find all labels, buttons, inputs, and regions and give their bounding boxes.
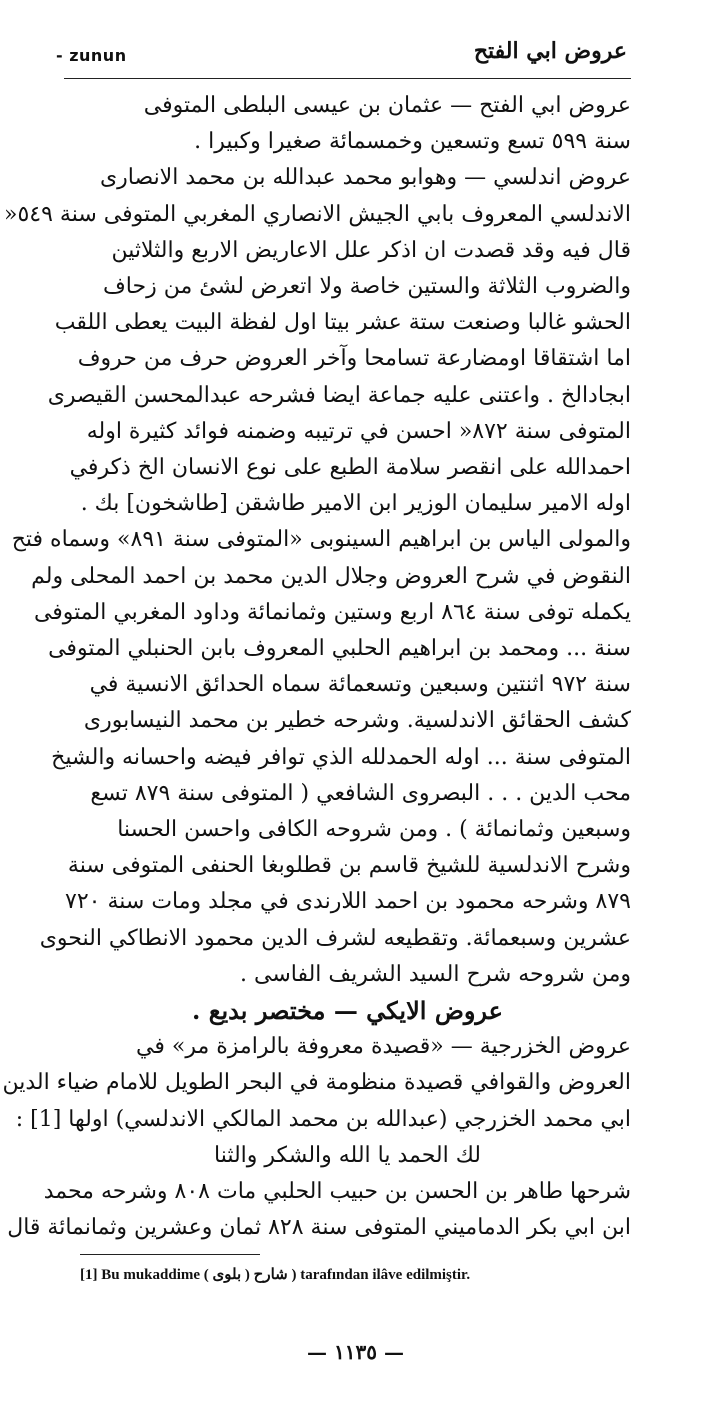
text-line: وشرح الاندلسية للشيخ قاسم بن قطلوبغا الحنفى المتوفى سنة bbox=[67, 853, 631, 879]
text-line: سنة ٩٧٢ اثنتين وسبعين وتسعمائة سماه الحدائق الانسية في bbox=[89, 672, 631, 698]
text-line: اوله الامير سليمان الوزير ابن الامير طاشقن [طاشخون] بك . bbox=[80, 491, 631, 517]
footnote bbox=[80, 1264, 627, 1286]
text-block-2 bbox=[2, 1029, 631, 1138]
text-line: وسبعين وثمانمائة ) . ومن شروحه الكافى واحسن الحسنا bbox=[117, 817, 631, 843]
header-rule bbox=[64, 78, 631, 79]
text-line: احمدالله على انقصر سلامة الطبع على نوع الانسان الخ ذكرفي bbox=[69, 455, 631, 481]
text-line: عروض الخزرجية — «قصيدة معروفة بالرامزة مر» في bbox=[136, 1034, 631, 1060]
footnote-arabic: شارح ( بلوى bbox=[212, 1267, 288, 1283]
text-line: المتوفى سنة ... اوله الحمدلله الذي توافر فيضه واحسانه والشيخ bbox=[51, 744, 631, 770]
text-line: والضروب الثلاثة والستين خاصة ولا اتعرض لشئ من زحاف bbox=[103, 274, 631, 300]
text-line: ابجادالخ . واعتنى عليه جماعة ايضا فشرحه عبدالمحسن القيصرى bbox=[47, 382, 631, 408]
text-line: عروض ابي الفتح — عثمان بن عيسى البلطى المتوفى bbox=[143, 93, 631, 118]
text-line: النقوض في شرح العروض وجلال الدين محمد بن احمد المحلى ولم bbox=[31, 563, 631, 589]
text-line: عشرين وسبعمائة. وتقطيعه لشرف الدين محمود الانطاكي النحوى bbox=[39, 925, 631, 951]
text-line: الحشو غالبا وصنعت ستة عشر بيتا اول لفظة البيت يعطى اللقب bbox=[54, 310, 631, 336]
text-line: شرحها طاهر بن الحسن بن حبيب الحلبي مات ٨٠٨ وشرحه محمد bbox=[43, 1179, 631, 1205]
text-line: محب الدين . . . البصروى الشافعي ( المتوفى سنة ٨٧٩ تسع bbox=[90, 780, 631, 806]
verse-line: لك الحمد يا الله والشكر والثنا bbox=[214, 1142, 481, 1168]
text-line: الاندلسي المعروف بابي الجيش الانصاري المغربي المتوفى سنة ٥٤٩« bbox=[4, 201, 631, 227]
text-line: ابي محمد الخزرجي (عبدالله بن محمد المالكي الاندلسي) اولها [1] : bbox=[15, 1106, 631, 1132]
text-line: كشف الحقائق الاندلسية. وشرحه خطير بن محمد النيسابورى bbox=[83, 708, 631, 734]
text-block-3 bbox=[7, 1174, 631, 1246]
centered-entry: عروض الايكي — مختصر بديع . bbox=[192, 996, 503, 1026]
running-head-left: - zunun bbox=[56, 46, 127, 65]
text-line: قال فيه وقد قصدت ان اذكر علل الاعاريض الاربع والثلاثين bbox=[111, 237, 631, 263]
text-line: ٨٧٩ وشرحه محمود بن احمد اللارندى في مجلد ومات سنة ٧٢٠ bbox=[65, 889, 631, 915]
text-block-1 bbox=[4, 88, 631, 993]
running-head-right: عروض ابي الفتح bbox=[473, 38, 627, 64]
text-line: عروض اندلسي — وهوابو محمد عبدالله بن محمد الانصارى bbox=[99, 165, 631, 191]
text-line: يكمله توفى سنة ٨٦٤ اربع وستين وثمانمائة وداود المغربي المتوفى bbox=[33, 599, 631, 625]
main-text bbox=[2, 88, 631, 1247]
text-line: العروض والقوافي قصيدة منظومة في البحر الطويل للامام ضياء الدين bbox=[2, 1070, 631, 1096]
page-number: — ١١٣٥ — bbox=[307, 1340, 404, 1364]
text-line: ابن ابي بكر الدماميني المتوفى سنة ٨٢٨ ثمان وعشرين وثمانمائة قال bbox=[7, 1215, 631, 1241]
footnote-text-1: [1] Bu mukaddime ( bbox=[80, 1267, 209, 1283]
text-line: المتوفى سنة ٨٧٢« احسن في ترتيبه وضمنه فوائد كثيرة اوله bbox=[86, 418, 631, 444]
text-line: سنة ٥٩٩ تسع وتسعين وخمسمائة صغيرا وكبيرا . bbox=[194, 129, 631, 155]
footnote-text-2: ) tarafından ilâve edilmiştir. bbox=[291, 1267, 471, 1283]
text-line: اما اشتقاقا اومضارعة تسامحا وآخر العروض حرف من حروف bbox=[77, 346, 631, 372]
footnote-rule bbox=[80, 1254, 260, 1255]
text-line: والمولى الياس بن ابراهيم السينوبى «المتوفى سنة ٨٩١» وسماه فتح bbox=[11, 527, 631, 553]
text-line: ومن شروحه شرح السيد الشريف الفاسى . bbox=[240, 961, 631, 987]
text-line: سنة ... ومحمد بن ابراهيم الحلبي المعروف بابن الحنبلي المتوفى bbox=[48, 636, 631, 662]
